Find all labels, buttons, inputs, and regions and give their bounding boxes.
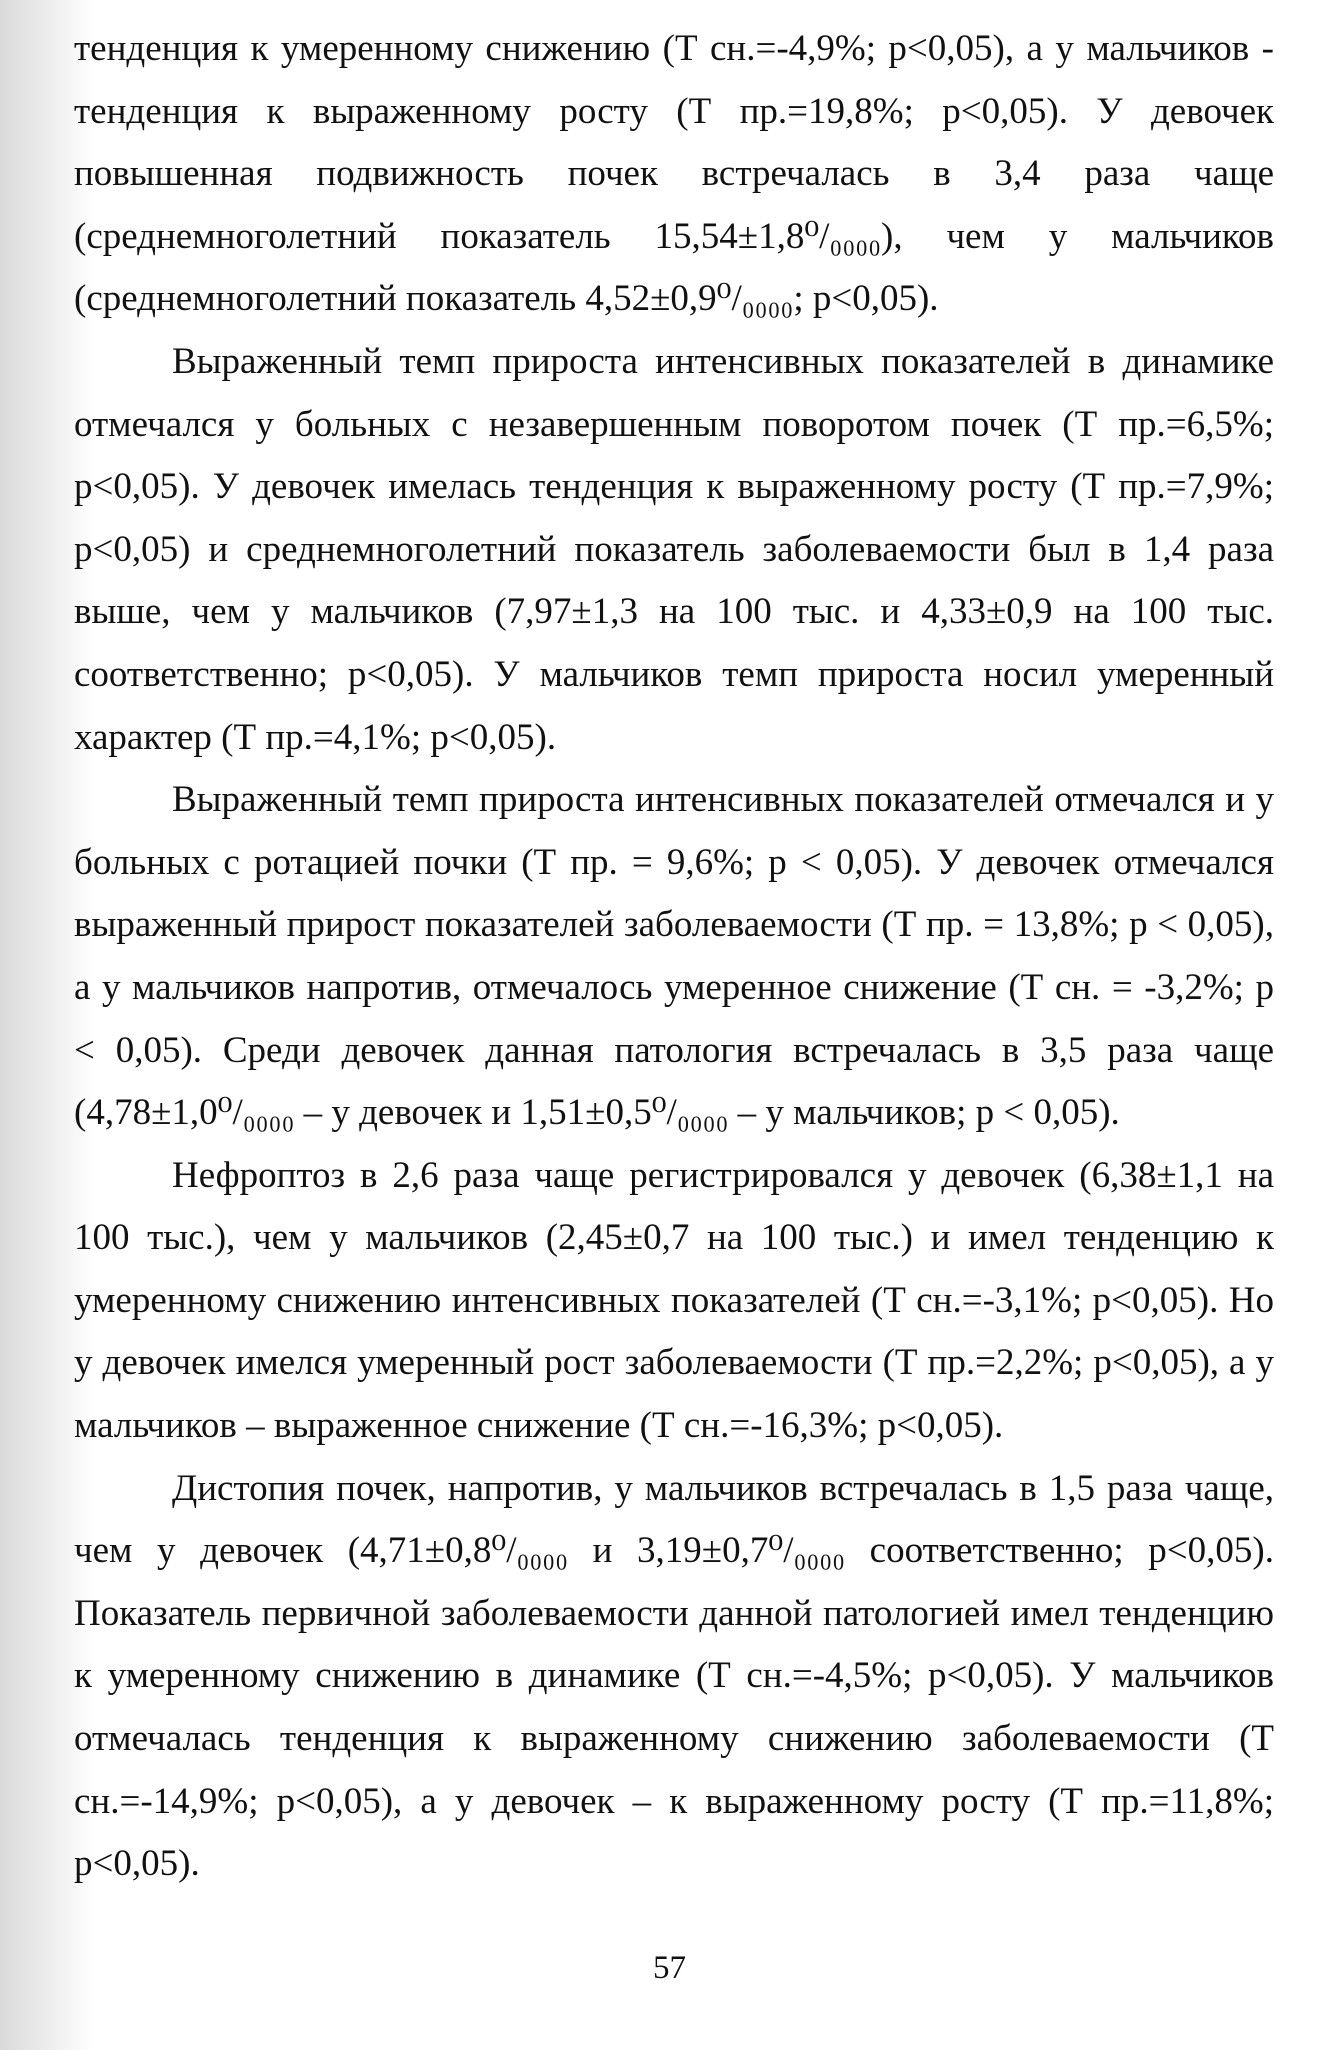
paragraph-2: Выраженный темп прироста интенсивных показателей в динамике отмечался у больных с незавершенным поворотом почек (Т пр.=6,5%; p<0,05). У девочек имелась тенденция к выраженному росту (Т пр.=7,9%; p<0,05) и среднемноголетний показатель заболеваемости был в 1,4 раза выше, чем у мальчиков (7,97±1,3 на 100 тыс. и 4,33±0,9 на 100 тыс. соответственно; p<0,05). У мальчиков темп прироста носил умеренный характер (Т пр.=4,1%; p<0,05). <box>74 340 1274 758</box>
paragraph-4: Нефроптоз в 2,6 раза чаще регистрировался у девочек (6,38±1,1 на 100 тыс.), чем у мальчиков (2,45±0,7 на 100 тыс.) и имел тенденцию к умеренному снижению интенсивных показателей (Т сн.=-3,1%; p<0,05). Но у девочек имелся умеренный рост заболеваемости (Т пр.=2,2%; p<0,05), а у мальчиков – выраженное снижение (Т сн.=-16,3%; p<0,05). <box>74 1154 1274 1447</box>
paragraph-5: Дистопия почек, напротив, у мальчиков встречалась в 1,5 раза чаще, чем у девочек (4,71±0,8⁰/₀₀₀₀ и 3,19±0,7⁰/₀₀₀₀ соответственно; p<0,05). Показатель первичной заболеваемости данной патологией имел тенденцию к умеренному снижению в динамике (Т сн.=-4,5%; p<0,05). У мальчиков отмечалась тенденция к выраженному снижению заболеваемости (Т сн.=-14,9%; p<0,05), а у девочек – к выраженному росту (Т пр.=11,8%; p<0,05). <box>74 1467 1274 1885</box>
document-page <box>74 18 1274 1896</box>
paragraph-3: Выраженный темп прироста интенсивных показателей отмечался и у больных с ротацией почки (Т пр. = 9,6%; p < 0,05). У девочек отмечался выраженный прирост показателей заболеваемости (Т пр. = 13,8%; p < 0,05), а у мальчиков напротив, отмечалось умеренное снижение (Т сн. = -3,2%; p < 0,05). Среди девочек данная патология встречалась в 3,5 раза чаще (4,78±1,0⁰/₀₀₀₀ – у девочек и 1,51±0,5⁰/₀₀₀₀ – у мальчиков; p < 0,05). <box>74 779 1274 1134</box>
paragraph-1: тенденция к умеренному снижению (Т сн.=-4,9%; p<0,05), а у мальчиков - тенденция к выраженному росту (Т пр.=19,8%; p<0,05). У девочек повышенная подвижность почек встречалась в 3,4 раза чаще (среднемноголетний показатель 15,54±1,8⁰/₀₀₀₀), чем у мальчиков (среднемноголетний показатель 4,52±0,9⁰/₀₀₀₀; p<0,05). <box>74 28 1274 320</box>
page-number: 57 <box>653 1950 686 1986</box>
